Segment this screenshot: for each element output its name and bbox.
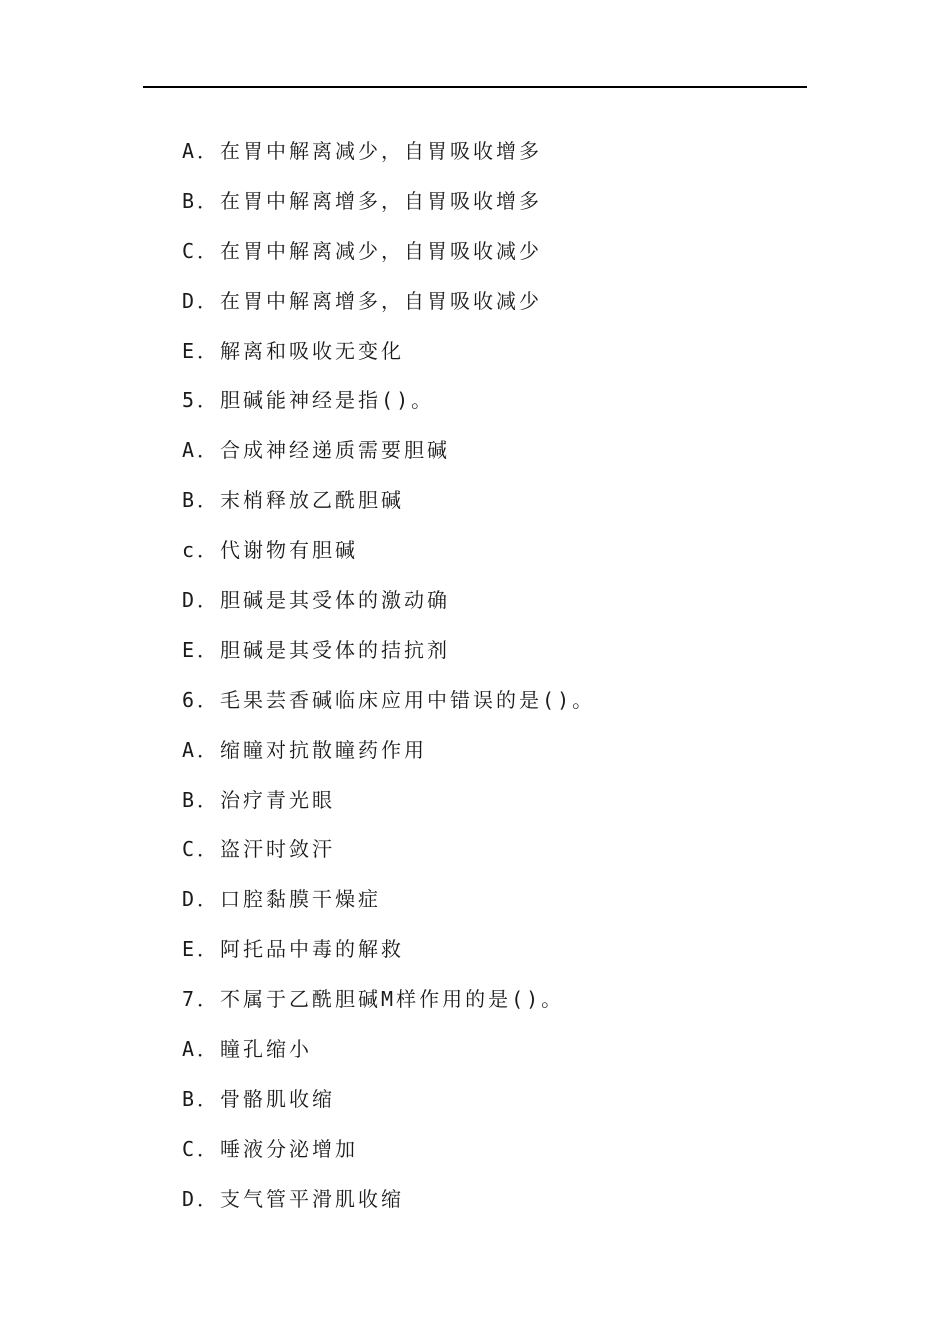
option-c-q7: C．唾液分泌增加 [182, 1136, 359, 1161]
document-body [182, 133, 822, 1231]
option-e-q6: E．阿托品中毒的解救 [182, 937, 405, 962]
question-5: 5．胆碱能神经是指()。 [182, 388, 435, 413]
option-d-q5: D．胆碱是其受体的激动确 [182, 588, 451, 613]
option-b-q7: B．骨骼肌收缩 [182, 1086, 336, 1111]
option-b-q4: B．在胃中解离增多，自胃吸收增多 [182, 188, 543, 213]
question-6: 6．毛果芸香碱临床应用中错误的是()。 [182, 687, 596, 712]
option-b-q5: B．末梢释放乙酰胆碱 [182, 488, 405, 513]
question-7: 7．不属于乙酰胆碱M样作用的是()。 [182, 987, 565, 1012]
option-c-q5: c．代谢物有胆碱 [182, 538, 359, 563]
option-a-q4: A．在胃中解离减少，自胃吸收增多 [182, 139, 543, 163]
header-rule [143, 86, 807, 88]
option-d-q6: D．口腔黏膜干燥症 [182, 887, 382, 912]
option-a-q5: A．合成神经递质需要胆碱 [182, 438, 451, 463]
option-e-q4: E．解离和吸收无变化 [182, 338, 405, 363]
option-a-q7: A．瞳孔缩小 [182, 1037, 313, 1062]
option-c-q6: C．盗汗时敛汗 [182, 837, 336, 862]
option-e-q5: E．胆碱是其受体的拮抗剂 [182, 637, 451, 662]
option-c-q4: C．在胃中解离减少，自胃吸收减少 [182, 238, 543, 263]
option-b-q6: B．治疗青光眼 [182, 787, 336, 812]
option-d-q7: D．支气管平滑肌收缩 [182, 1186, 405, 1211]
option-a-q6: A．缩瞳对抗散瞳药作用 [182, 737, 428, 762]
option-d-q4: D．在胃中解离增多，自胃吸收减少 [182, 288, 543, 313]
